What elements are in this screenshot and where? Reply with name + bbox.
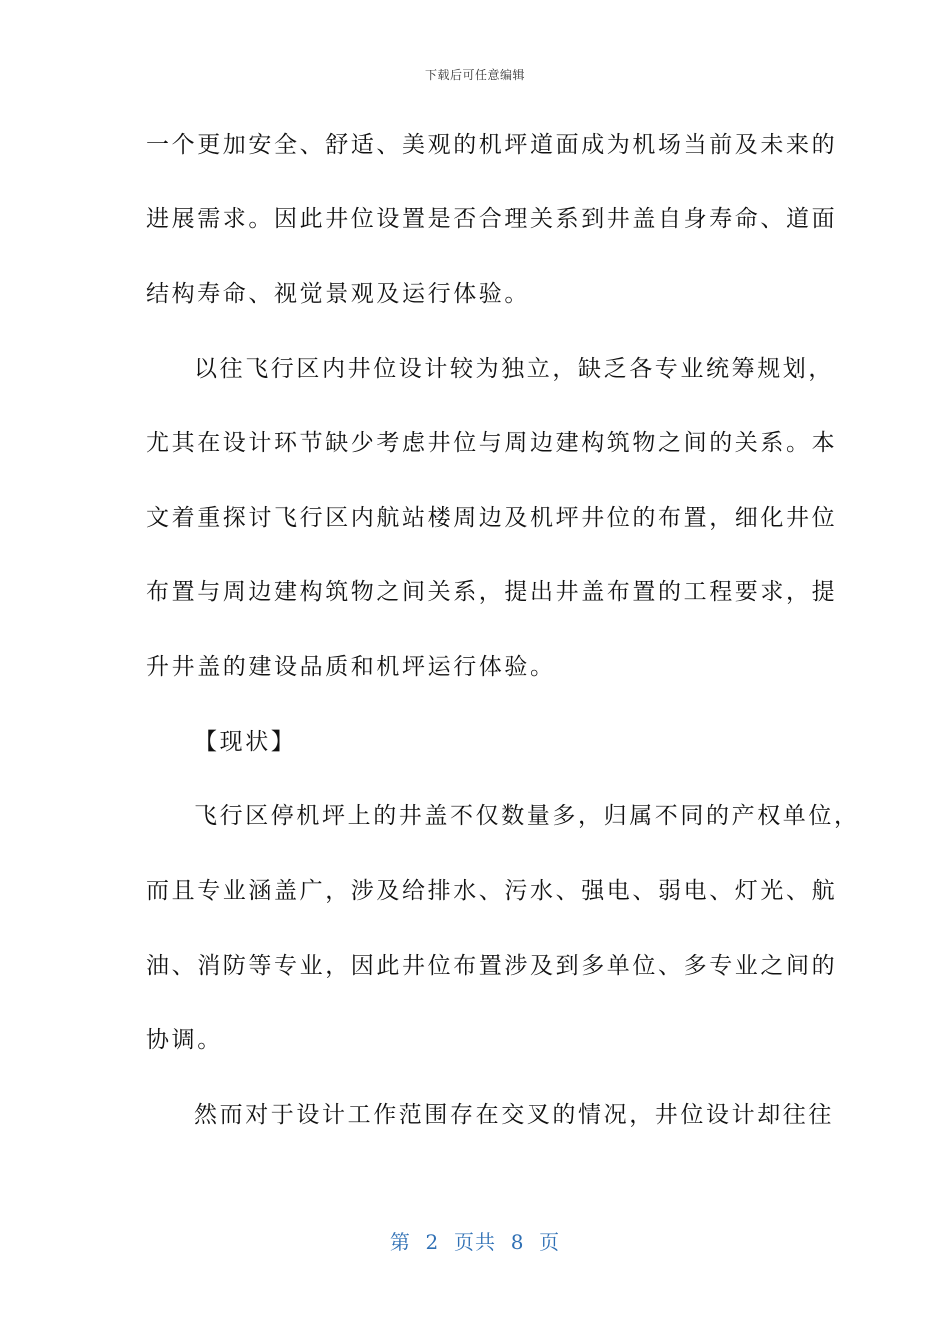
text-line: 以往飞行区内井位设计较为独立，缺乏各专业统筹规划， bbox=[194, 356, 834, 382]
page-number-footer: 第 2 页共 8 页 bbox=[389, 1230, 561, 1254]
text-line: 一个更加安全、舒适、美观的机坪道面成为机场当前及未来的 bbox=[146, 132, 838, 158]
section-heading: 【现状】 bbox=[194, 729, 297, 755]
text-line: 而且专业涵盖广，涉及给排水、污水、强电、弱电、灯光、航 bbox=[146, 878, 838, 904]
text-line: 结构寿命、视觉景观及运行体验。 bbox=[146, 281, 530, 307]
text-line: 协调。 bbox=[146, 1027, 223, 1053]
text-line: 然而对于设计工作范围存在交叉的情况，井位设计却往往 bbox=[194, 1102, 834, 1128]
text-line: 油、消防等专业，因此井位布置涉及到多单位、多专业之间的 bbox=[146, 953, 838, 979]
text-line: 飞行区停机坪上的井盖不仅数量多，归属不同的产权单位， bbox=[194, 803, 860, 829]
text-line: 布置与周边建构筑物之间关系，提出井盖布置的工程要求，提 bbox=[146, 579, 838, 605]
text-line: 进展需求。因此井位设置是否合理关系到井盖自身寿命、道面 bbox=[146, 206, 838, 232]
text-line: 升井盖的建设品质和机坪运行体验。 bbox=[146, 654, 556, 680]
text-line: 尤其在设计环节缺少考虑井位与周边建构筑物之间的关系。本 bbox=[146, 430, 838, 456]
page-header: 下载后可任意编辑 bbox=[424, 68, 525, 82]
text-line: 文着重探讨飞行区内航站楼周边及机坪井位的布置，细化井位 bbox=[146, 505, 838, 531]
